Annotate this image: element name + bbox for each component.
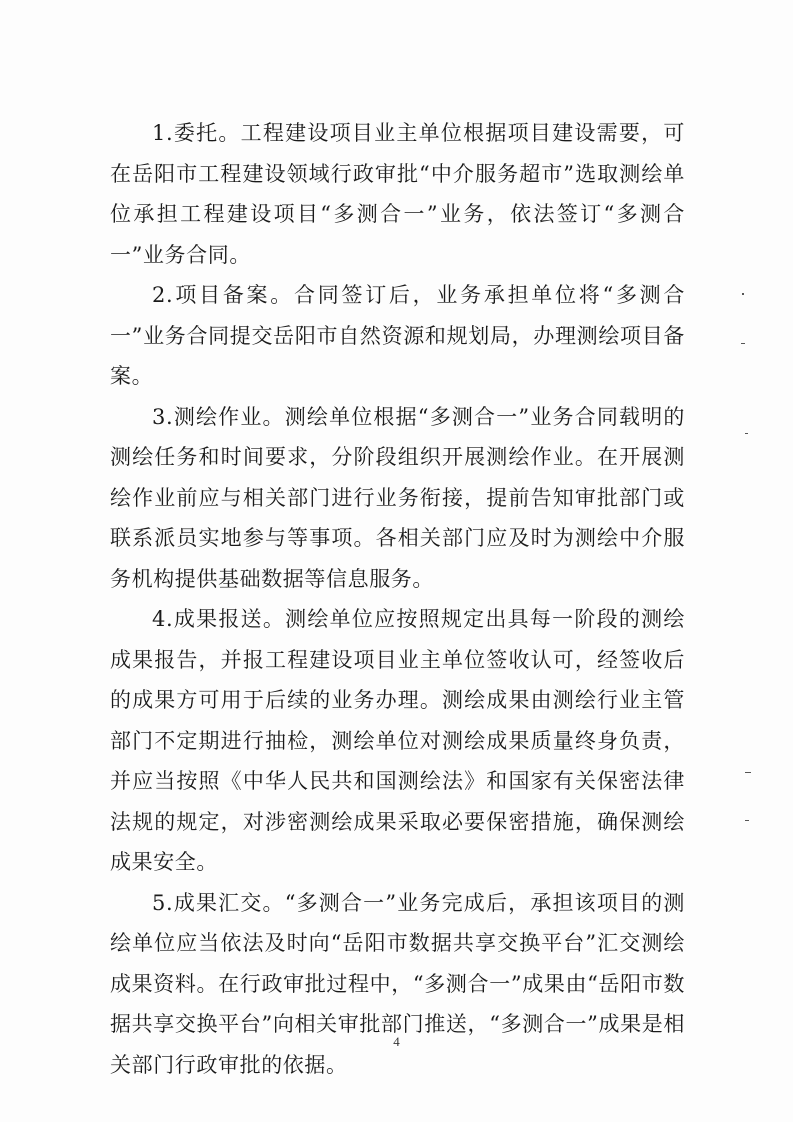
scan-mark (742, 293, 744, 295)
document-body (110, 113, 685, 1085)
paragraph-result-submission: 4.成果报送。测绘单位应按照规定出具每一阶段的测绘成果报告，并报工程建设项目业主单位签收认可，经签收后的成果方可用于后续的业务办理。测绘成果由测绘行业主管部门不定期进行抽检，测绘单位对测绘成果质量终身负责，并应当按照《中华人民共和国测绘法》和国家有关保密法律法规的规定，对涉密测绘成果采取必要保密措施，确保测绘成果安全。 (110, 607, 685, 874)
paragraph-surveying-work: 3.测绘作业。测绘单位根据“多测合一”业务合同载明的测绘任务和时间要求，分阶段组织开展测绘作业。在开展测绘作业前应与相关部门进行业务衔接，提前告知审批部门或联系派员实地参与等事项。各相关部门应及时为测绘中介服务机构提供基础数据等信息服务。 (110, 404, 685, 591)
scan-mark (745, 820, 749, 821)
page-number: 4 (393, 1034, 400, 1049)
scan-mark (741, 343, 745, 344)
paragraph-entrustment: 1.委托。工程建设项目业主单位根据项目建设需要，可在岳阳市工程建设领域行政审批“中介服务超市”选取测绘单位承担工程建设项目“多测合一”业务，依法签订“多测合一”业务合同。 (110, 121, 685, 267)
scan-mark (745, 772, 751, 773)
paragraph-result-collection: 5.成果汇交。“多测合一”业务完成后，承担该项目的测绘单位应当依法及时向“岳阳市数据共享交换平台”汇交测绘成果资料。在行政审批过程中，“多测合一”成果由“岳阳市数据共享交换平台”向相关审批部门推送，“多测合一”成果是相关部门行政审批的依据。 (110, 890, 685, 1077)
scan-mark (745, 433, 748, 434)
paragraph-project-filing: 2.项目备案。合同签订后，业务承担单位将“多测合一”业务合同提交岳阳市自然资源和规划局，办理测绘项目备案。 (110, 283, 685, 388)
